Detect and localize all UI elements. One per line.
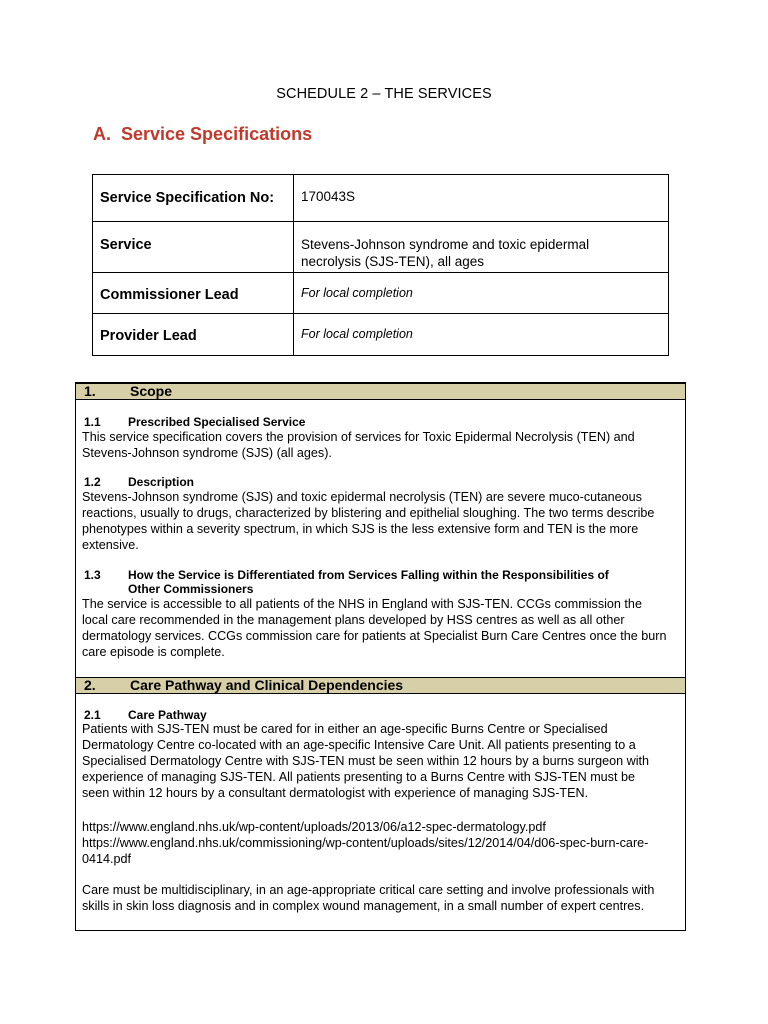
section-bar-care-pathway [76,677,685,694]
text-line: dermatology services. CCGs commission care for patients at Specialist Burn Care Centres once the burn [82,629,667,643]
spec-value [294,175,669,222]
spec-label: Service Specification No: [93,175,294,222]
paragraph-1-2 [82,489,678,553]
subheading-title: Description [128,475,195,489]
spec-value-line: Stevens-Johnson syndrome and toxic epidermal [301,237,590,252]
text-line: Stevens-Johnson syndrome (SJS) and toxic epidermal necrolysis (TEN) are severe muco-cutaneous [82,490,642,504]
section-bar-scope [76,383,685,400]
spec-row-service [93,222,669,273]
text-line: The service is accessible to all patients of the NHS in England with SJS-TEN. CCGs commission the [82,597,642,611]
spec-value [294,273,669,314]
subheading-number: 2.1 [84,708,101,722]
section-number: 2. [84,677,96,693]
reference-links [82,819,678,867]
spec-value-line: For local completion [301,327,413,341]
section-number: 1. [84,383,96,399]
reference-link-burn-care[interactable]: https://www.england.nhs.uk/commissioning/wp-content/uploads/sites/12/2014/04/d06-spec-burn-care- [82,836,649,850]
spec-row-provider [93,314,669,356]
text-line: This service specification covers the provision of services for Toxic Epidermal Necrolysis (TEN) and [82,430,635,444]
spec-label: Commissioner Lead [93,273,294,314]
paragraph-1-3 [82,596,678,660]
subheading-number: 1.2 [84,475,101,489]
page-heading: SCHEDULE 2 – THE SERVICES [276,86,492,102]
subheading-number: 1.1 [84,415,101,429]
service-spec-table [92,174,669,356]
spec-row-commissioner [93,273,669,314]
spec-value [294,222,669,273]
text-line: Stevens-Johnson syndrome (SJS) (all ages). [82,446,332,460]
subheading-title-line: Other Commissioners [128,582,254,596]
section-title: Care Pathway and Clinical Dependencies [130,677,404,693]
reference-link-dermatology[interactable]: https://www.england.nhs.uk/wp-content/uploads/2013/06/a12-spec-dermatology.pdf [82,820,546,834]
spec-label: Service [93,222,294,273]
spec-row-number [93,175,669,222]
specification-body-box [75,382,686,931]
section-a-title: Service Specifications [121,124,313,144]
text-line: local care recommended in the management plans developed by HSS centres as well as all other [82,613,625,627]
subheading-number: 1.3 [84,568,101,582]
text-line: Specialised Dermatology Centre with SJS-TEN must be seen within 12 hours by a burns surgeon with [82,754,649,768]
text-line: experience of managing SJS-TEN. All patients presenting to a Burns Centre with SJS-TEN must be [82,770,635,784]
text-line: extensive. [82,538,139,552]
spec-label: Provider Lead [93,314,294,356]
spec-value-line: 170043S [301,189,356,204]
text-line: seen within 12 hours by a consultant dermatologist with experience of managing SJS-TEN. [82,786,589,800]
paragraph-2-1 [82,721,678,801]
spec-value-line: For local completion [301,286,413,300]
text-line: Dermatology Centre co-located with an age-specific Intensive Care Unit. All patients presenting to a [82,738,636,752]
subheading-title: Care Pathway [128,708,207,722]
section-a-heading [93,124,312,145]
paragraph-2-1-closing [82,882,678,914]
text-line: Patients with SJS-TEN must be cared for in either an age-specific Burns Centre or Specialised [82,722,608,736]
subheading-title-line: How the Service is Differentiated from Services Falling within the Responsibilities of [128,568,609,582]
paragraph-1-1 [82,429,678,461]
section-a-number: A. [93,124,111,144]
text-line: Care must be multidisciplinary, in an age-appropriate critical care setting and involve professionals with [82,883,655,897]
spec-value-line: necrolysis (SJS-TEN), all ages [301,254,485,269]
text-line: phenotypes within a severity spectrum, in which SJS is the less extensive form and TEN is the more [82,522,639,536]
text-line: skills in skin loss diagnosis and in complex wound management, in a small number of expert centres. [82,899,645,913]
subheading-title [128,568,668,596]
text-line: care episode is complete. [82,645,225,659]
spec-value [294,314,669,356]
reference-link-burn-care-continued[interactable]: 0414.pdf [82,852,132,866]
subheading-title: Prescribed Specialised Service [128,415,306,429]
section-title: Scope [130,383,173,399]
text-line: reactions, usually to drugs, characterized by blistering and epithelial sloughing. The two terms describe [82,506,655,520]
